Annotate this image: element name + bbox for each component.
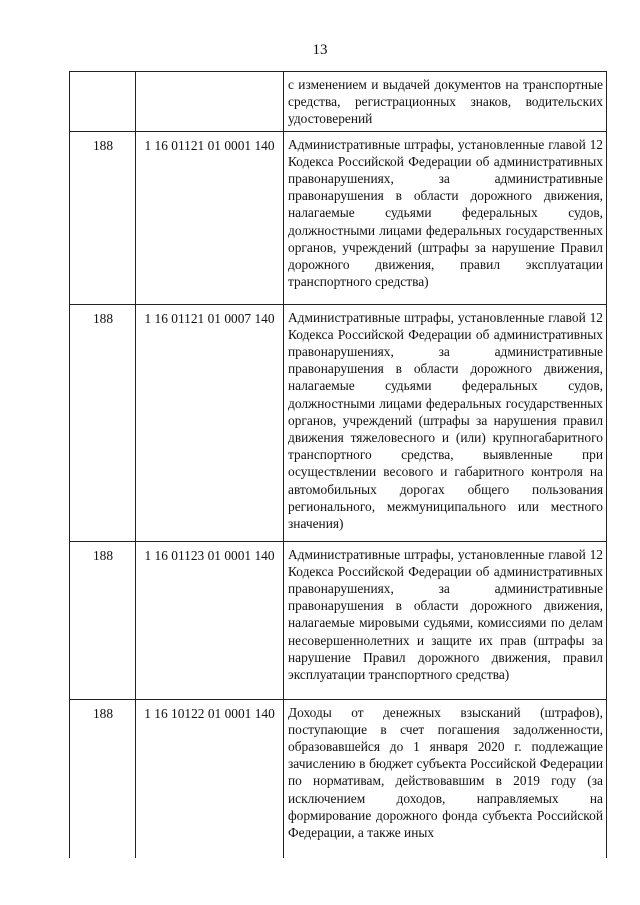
admin-code-cell (70, 72, 136, 132)
table-row (70, 699, 607, 858)
admin-code-cell: 188 (70, 131, 136, 304)
table-row (70, 304, 607, 541)
admin-code-cell: 188 (70, 699, 136, 858)
admin-code-cell: 188 (70, 304, 136, 541)
page-number: 13 (312, 42, 328, 58)
budget-code-cell: 1 16 01121 01 0007 140 (136, 304, 284, 541)
revenue-name-cell: с изменением и выдачей документов на транспортные средства, регистрационных знаков, водительских удостоверений (284, 72, 607, 132)
revenue-name-cell: Административные штрафы, установленные главой 12 Кодекса Российской Федерации об административных правонарушениях, за административные правонарушения в области дорожного движения, налагаемые мировыми судьями, комиссиями по делам несовершеннолетних и защите их прав (штрафы за нарушение Правил дорожного движения, правил эксплуатации транспортного средства) (284, 541, 607, 699)
admin-code-cell: 188 (70, 541, 136, 699)
table-row-continuation (70, 72, 607, 132)
revenue-name-cell: Административные штрафы, установленные главой 12 Кодекса Российской Федерации об административных правонарушениях, за административные правонарушения в области дорожного движения, налагаемые судьями федеральных судов, должностными лицами федеральных государственных органов, учреждений (штрафы за нарушение Правил дорожного движения, правил эксплуатации транспортного средства) (284, 131, 607, 304)
budget-code-cell: 1 16 01123 01 0001 140 (136, 541, 284, 699)
revenue-name-cell: Доходы от денежных взысканий (штрафов), поступающие в счет погашения задолженности, образовавшейся до 1 января 2020 г. подлежащие зачислению в бюджет субъекта Российской Федерации по нормативам, действовавшим в 2019 году (за исключением доходов, направляемых на формирование дорожного фонда субъекта Российской Федерации, а также иных (284, 699, 607, 858)
revenue-name-cell: Административные штрафы, установленные главой 12 Кодекса Российской Федерации об административных правонарушениях, за административные правонарушения в области дорожного движения, налагаемые судьями федеральных судов, должностными лицами федеральных государственных органов, учреждений (штрафы за нарушения правил движения тяжеловесного и (или) крупногабаритного транспортного средства, выявленные при осуществлении весового и габаритного контроля на автомобильных дорогах общего пользования регионального, межмуниципального или местного значения) (284, 304, 607, 541)
budget-code-cell (136, 72, 284, 132)
budget-revenue-table (69, 71, 607, 858)
budget-code-cell: 1 16 10122 01 0001 140 (136, 699, 284, 858)
budget-code-cell: 1 16 01121 01 0001 140 (136, 131, 284, 304)
table-row (70, 131, 607, 304)
table-row (70, 541, 607, 699)
